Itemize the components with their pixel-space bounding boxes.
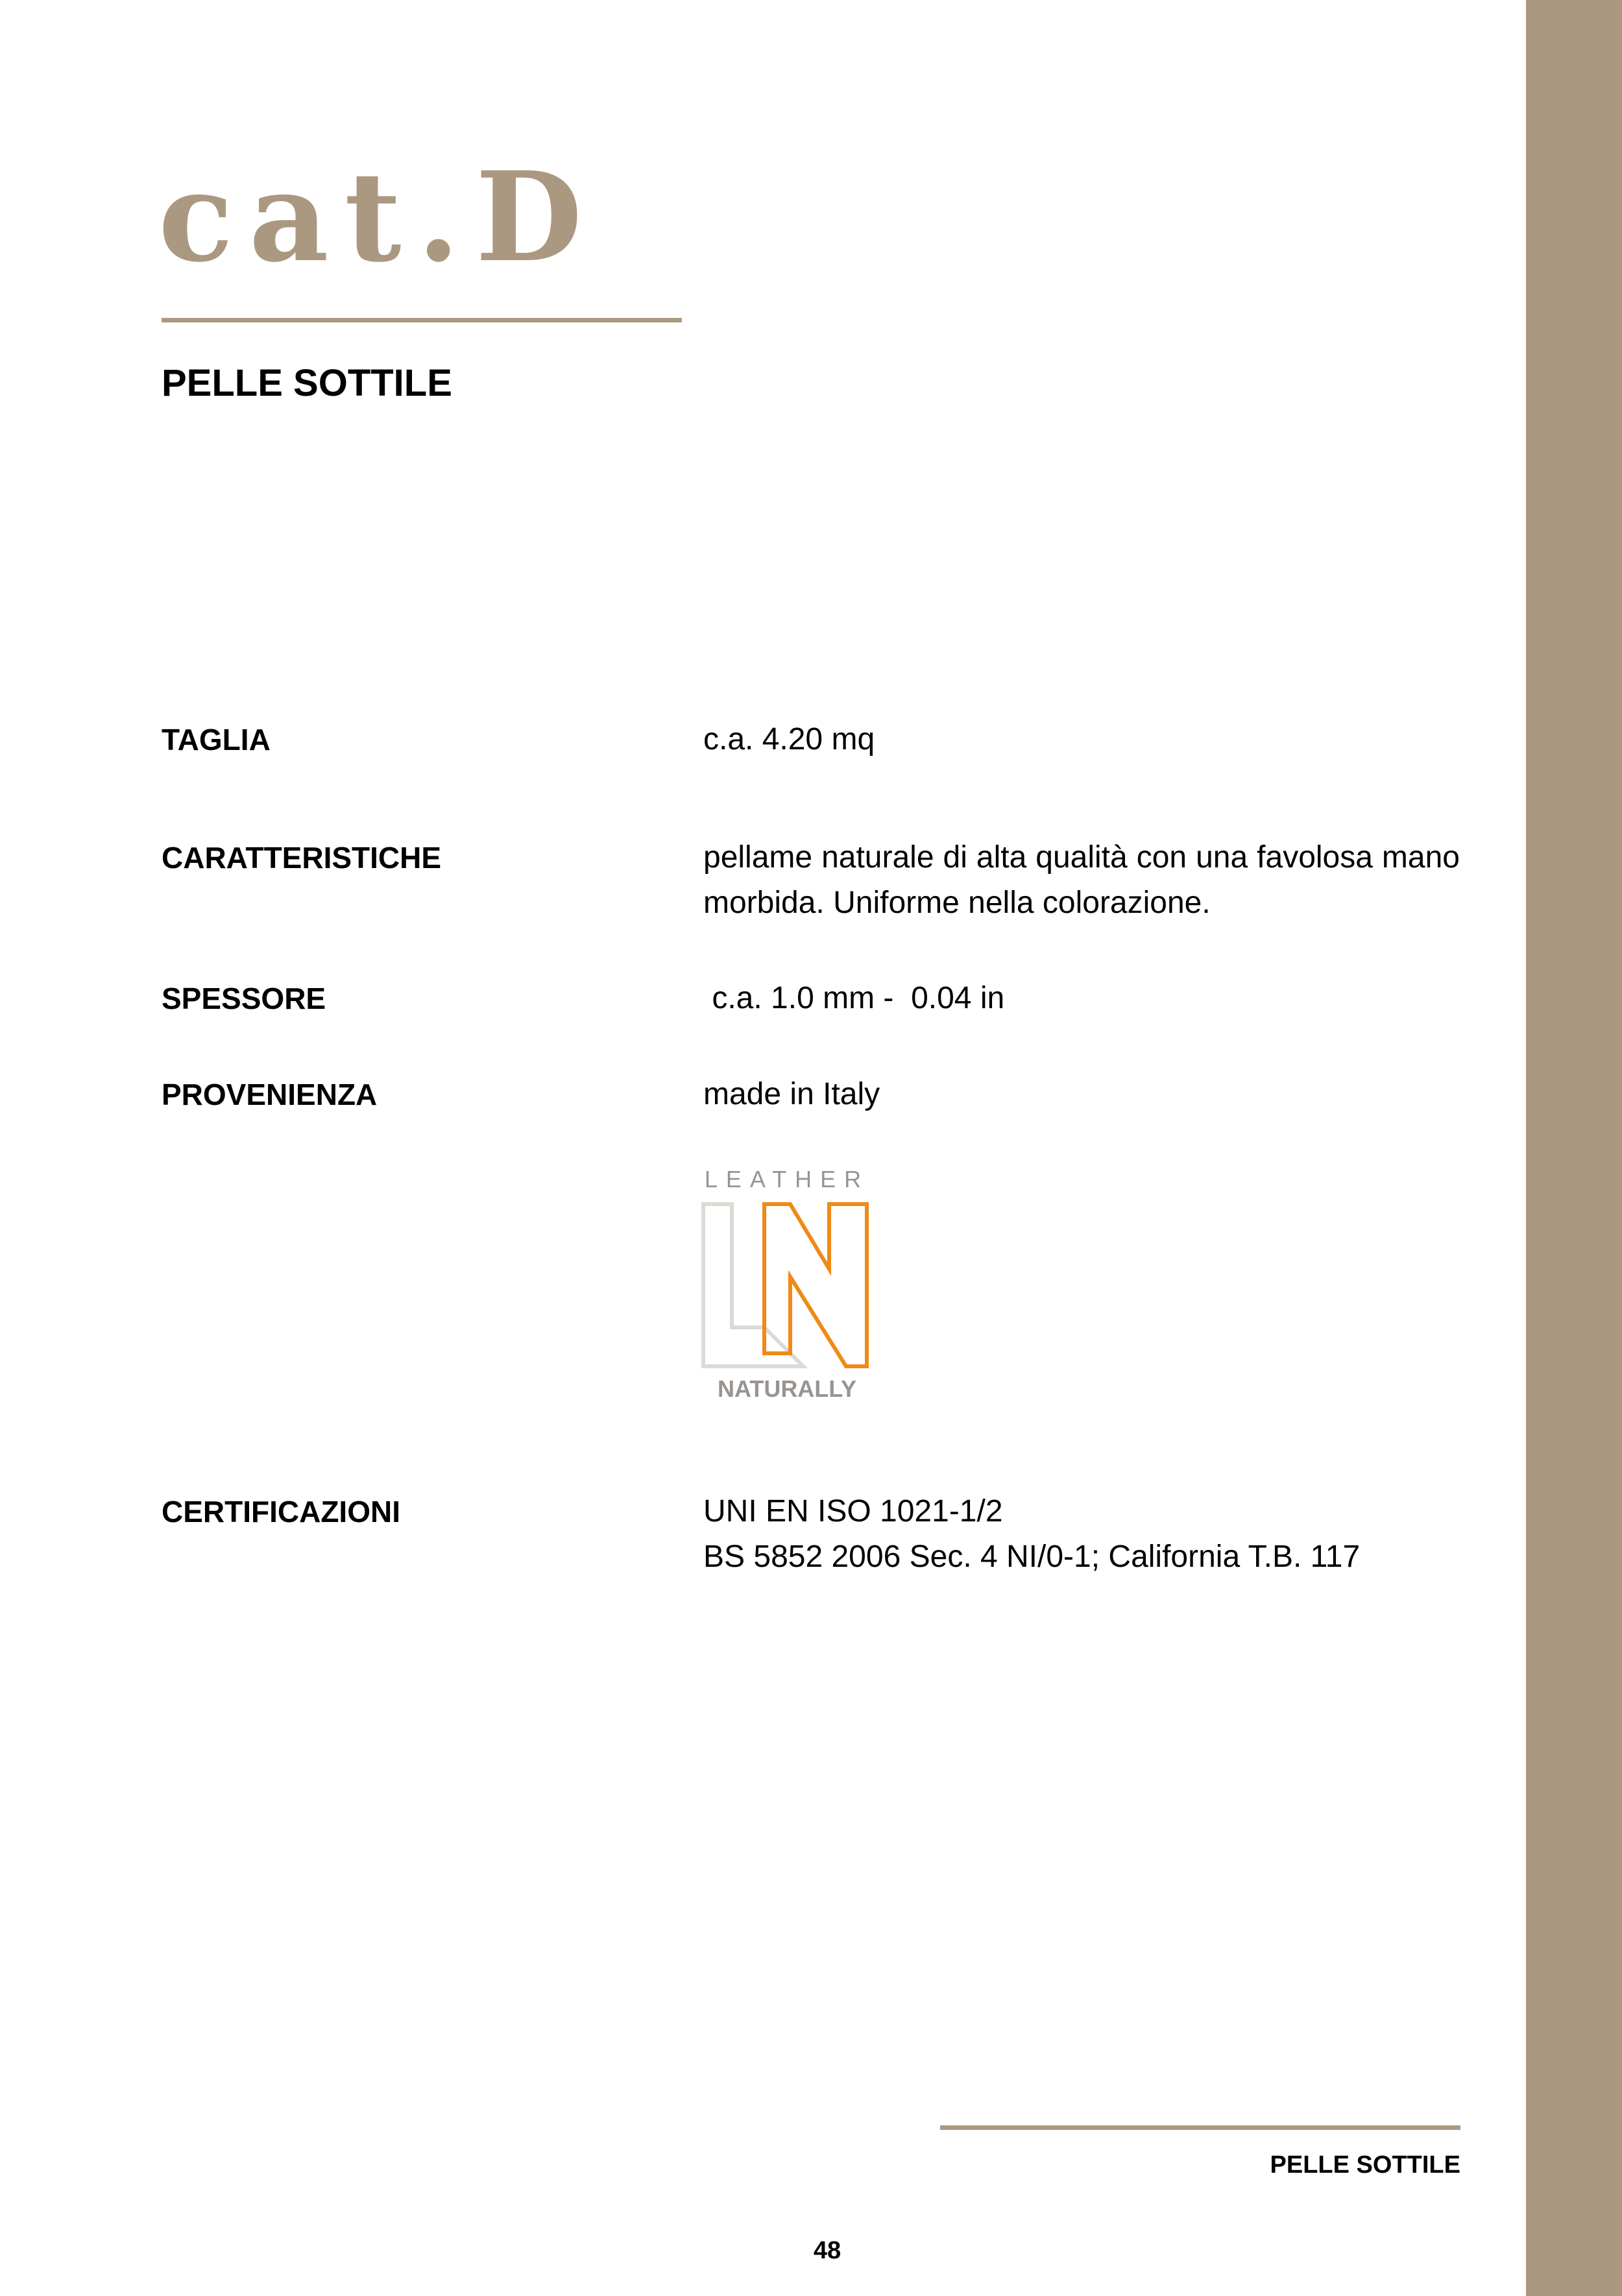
certification-line: UNI EN ISO 1021-1/2 <box>703 1494 1003 1529</box>
spec-label-provenienza: PROVENIENZA <box>162 1078 378 1111</box>
spec-label-certificazioni: CERTIFICAZIONI <box>162 1495 400 1529</box>
page-number: 48 <box>813 2237 841 2264</box>
spec-label-caratteristiche: CARATTERISTICHE <box>162 841 442 875</box>
side-color-band <box>1526 0 1622 2296</box>
title-divider <box>162 318 682 322</box>
spec-label-spessore: SPESSORE <box>162 982 326 1015</box>
footer-divider <box>940 2125 1460 2130</box>
logo-bottom-text: NATURALLY <box>718 1375 856 1402</box>
footer-section-title: PELLE SOTTILE <box>1270 2151 1460 2179</box>
category-title: cat.D <box>158 145 598 289</box>
logo-top-text: LEATHER <box>704 1166 870 1192</box>
leather-naturally-logo-icon <box>699 1165 875 1405</box>
spec-label-taglia: TAGLIA <box>162 723 271 756</box>
certification-line: BS 5852 2006 Sec. 4 NI/0-1; California T.B. 117 <box>703 1540 1361 1574</box>
page-title: PELLE SOTTILE <box>162 362 452 404</box>
spec-value-taglia: c.a. 4.20 mq <box>703 722 875 756</box>
spec-value-provenienza: made in Italy <box>703 1077 880 1111</box>
spec-value-caratteristiche: pellame naturale di alta qualità con una favolosa mano morbida. Uniforme nella colorazione. <box>703 840 1460 920</box>
spec-value-certificazioni <box>703 1489 1460 1580</box>
logo-l-shape <box>703 1204 803 1366</box>
spec-value-spessore: c.a. 1.0 mm - 0.04 in <box>703 981 1005 1015</box>
